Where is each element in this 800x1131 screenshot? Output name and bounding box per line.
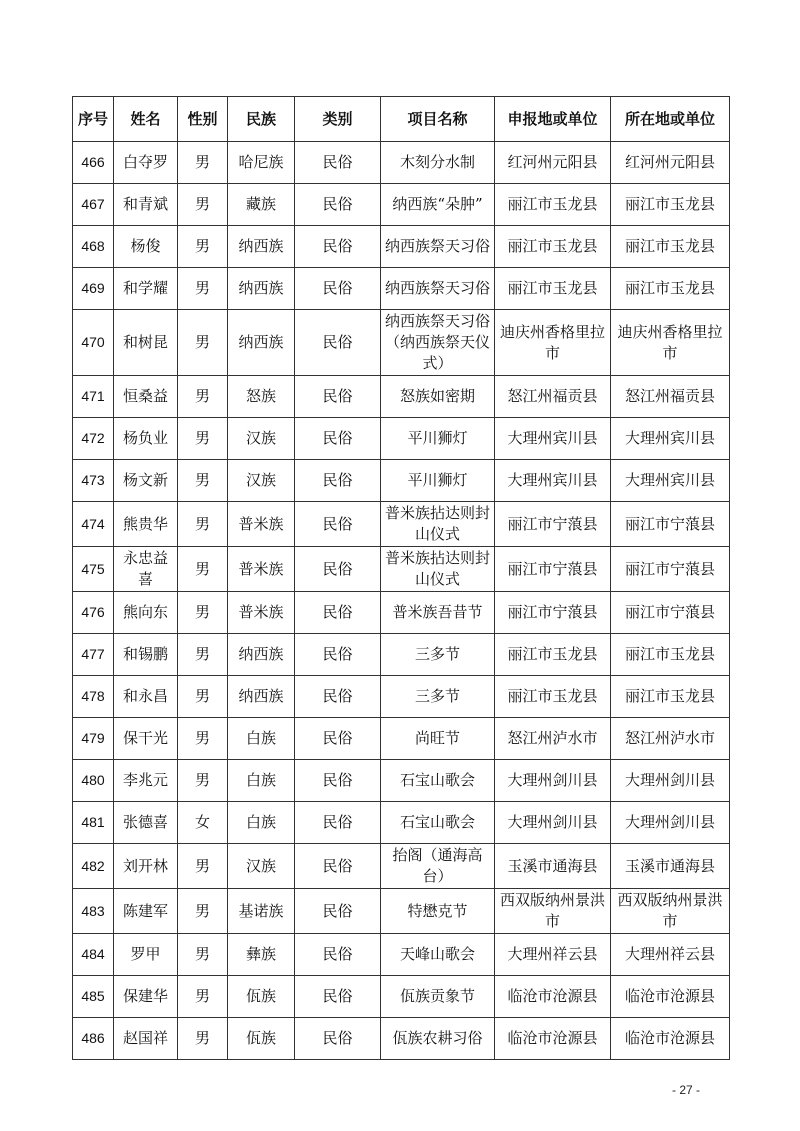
- location-unit-cell: 丽江市玉龙县: [611, 226, 730, 268]
- row-number-cell: 475: [73, 547, 114, 592]
- name-cell: 刘开林: [114, 844, 178, 889]
- project-name-cell: 特懋克节: [381, 889, 495, 934]
- project-name-cell: 普米族拈达则封山仪式: [381, 547, 495, 592]
- gender-cell: 男: [178, 760, 228, 802]
- declaring-unit-cell: 大理州宾川县: [495, 418, 611, 460]
- project-name-cell: 普米族吾昔节: [381, 592, 495, 634]
- location-unit-cell: 丽江市宁蒗县: [611, 502, 730, 547]
- category-cell: 民俗: [295, 976, 381, 1018]
- project-name-cell: 纳西族祭天习俗: [381, 268, 495, 310]
- name-cell: 罗甲: [114, 934, 178, 976]
- table-row: [73, 844, 730, 889]
- name-cell: 熊贵华: [114, 502, 178, 547]
- row-number-cell: 471: [73, 376, 114, 418]
- declaring-unit-cell: 玉溪市通海县: [495, 844, 611, 889]
- declaring-unit-cell: 临沧市沧源县: [495, 976, 611, 1018]
- header-cell: 所在地或单位: [611, 97, 730, 142]
- table-row: [73, 718, 730, 760]
- table-row: [73, 502, 730, 547]
- row-number-cell: 480: [73, 760, 114, 802]
- location-unit-cell: 大理州宾川县: [611, 460, 730, 502]
- category-cell: 民俗: [295, 1018, 381, 1060]
- project-name-cell: 平川狮灯: [381, 460, 495, 502]
- table-row: [73, 976, 730, 1018]
- location-unit-cell: 丽江市宁蒗县: [611, 547, 730, 592]
- declaring-unit-cell: 丽江市玉龙县: [495, 268, 611, 310]
- gender-cell: 男: [178, 418, 228, 460]
- name-cell: 陈建军: [114, 889, 178, 934]
- gender-cell: 男: [178, 718, 228, 760]
- ethnicity-cell: 彝族: [228, 934, 295, 976]
- name-cell: 恒桑益: [114, 376, 178, 418]
- name-cell: 和锡鹏: [114, 634, 178, 676]
- row-number-cell: 485: [73, 976, 114, 1018]
- declaring-unit-cell: 大理州祥云县: [495, 934, 611, 976]
- declaring-unit-cell: 迪庆州香格里拉市: [495, 310, 611, 376]
- location-unit-cell: 临沧市沧源县: [611, 976, 730, 1018]
- row-number-cell: 472: [73, 418, 114, 460]
- gender-cell: 男: [178, 142, 228, 184]
- header-row: [73, 97, 730, 142]
- row-number-cell: 483: [73, 889, 114, 934]
- name-cell: 保建华: [114, 976, 178, 1018]
- name-cell: 和永昌: [114, 676, 178, 718]
- declaring-unit-cell: 红河州元阳县: [495, 142, 611, 184]
- gender-cell: 男: [178, 268, 228, 310]
- row-number-cell: 484: [73, 934, 114, 976]
- header-cell: 类别: [295, 97, 381, 142]
- category-cell: 民俗: [295, 844, 381, 889]
- table-row: [73, 592, 730, 634]
- location-unit-cell: 丽江市玉龙县: [611, 634, 730, 676]
- page-number: - 27 -: [671, 1083, 700, 1097]
- ethnicity-cell: 哈尼族: [228, 142, 295, 184]
- gender-cell: 男: [178, 976, 228, 1018]
- table-row: [73, 760, 730, 802]
- category-cell: 民俗: [295, 226, 381, 268]
- category-cell: 民俗: [295, 634, 381, 676]
- table-row: [73, 310, 730, 376]
- gender-cell: 女: [178, 802, 228, 844]
- gender-cell: 男: [178, 592, 228, 634]
- ethnicity-cell: 纳西族: [228, 310, 295, 376]
- gender-cell: 男: [178, 502, 228, 547]
- gender-cell: 男: [178, 634, 228, 676]
- declaring-unit-cell: 怒江州福贡县: [495, 376, 611, 418]
- row-number-cell: 477: [73, 634, 114, 676]
- project-name-cell: 尚旺节: [381, 718, 495, 760]
- gender-cell: 男: [178, 310, 228, 376]
- category-cell: 民俗: [295, 268, 381, 310]
- declaring-unit-cell: 西双版纳州景洪市: [495, 889, 611, 934]
- location-unit-cell: 大理州剑川县: [611, 760, 730, 802]
- project-name-cell: 三多节: [381, 634, 495, 676]
- table-row: [73, 889, 730, 934]
- project-name-cell: 石宝山歌会: [381, 760, 495, 802]
- category-cell: 民俗: [295, 889, 381, 934]
- project-name-cell: 佤族贡象节: [381, 976, 495, 1018]
- ethnicity-cell: 汉族: [228, 460, 295, 502]
- declaring-unit-cell: 大理州剑川县: [495, 760, 611, 802]
- ethnicity-cell: 普米族: [228, 502, 295, 547]
- project-name-cell: 石宝山歌会: [381, 802, 495, 844]
- gender-cell: 男: [178, 184, 228, 226]
- project-name-cell: 怒族如密期: [381, 376, 495, 418]
- ethnicity-cell: 基诺族: [228, 889, 295, 934]
- project-name-cell: 天峰山歌会: [381, 934, 495, 976]
- row-number-cell: 467: [73, 184, 114, 226]
- location-unit-cell: 怒江州泸水市: [611, 718, 730, 760]
- table-row: [73, 676, 730, 718]
- ethnicity-cell: 白族: [228, 802, 295, 844]
- category-cell: 民俗: [295, 310, 381, 376]
- project-name-cell: 纳西族“朵肿”: [381, 184, 495, 226]
- category-cell: 民俗: [295, 592, 381, 634]
- table-row: [73, 460, 730, 502]
- location-unit-cell: 玉溪市通海县: [611, 844, 730, 889]
- table-row: [73, 142, 730, 184]
- ethnicity-cell: 纳西族: [228, 676, 295, 718]
- gender-cell: 男: [178, 1018, 228, 1060]
- project-name-cell: 普米族拈达则封山仪式: [381, 502, 495, 547]
- ethnicity-cell: 佤族: [228, 1018, 295, 1060]
- table-row: [73, 1018, 730, 1060]
- gender-cell: 男: [178, 547, 228, 592]
- row-number-cell: 469: [73, 268, 114, 310]
- project-name-cell: 抬阁（通海高台）: [381, 844, 495, 889]
- declaring-unit-cell: 大理州剑川县: [495, 802, 611, 844]
- location-unit-cell: 西双版纳州景洪市: [611, 889, 730, 934]
- name-cell: 张德喜: [114, 802, 178, 844]
- row-number-cell: 468: [73, 226, 114, 268]
- category-cell: 民俗: [295, 376, 381, 418]
- table-row: [73, 418, 730, 460]
- name-cell: 熊向东: [114, 592, 178, 634]
- row-number-cell: 481: [73, 802, 114, 844]
- location-unit-cell: 丽江市玉龙县: [611, 184, 730, 226]
- category-cell: 民俗: [295, 460, 381, 502]
- name-cell: 和学耀: [114, 268, 178, 310]
- name-cell: 赵国祥: [114, 1018, 178, 1060]
- location-unit-cell: 怒江州福贡县: [611, 376, 730, 418]
- row-number-cell: 478: [73, 676, 114, 718]
- name-cell: 永忠益喜: [114, 547, 178, 592]
- gender-cell: 男: [178, 934, 228, 976]
- name-cell: 和树昆: [114, 310, 178, 376]
- header-cell: 申报地或单位: [495, 97, 611, 142]
- name-cell: 白夺罗: [114, 142, 178, 184]
- table-row: [73, 934, 730, 976]
- category-cell: 民俗: [295, 718, 381, 760]
- ethnicity-cell: 佤族: [228, 976, 295, 1018]
- location-unit-cell: 大理州宾川县: [611, 418, 730, 460]
- location-unit-cell: 丽江市玉龙县: [611, 676, 730, 718]
- location-unit-cell: 大理州祥云县: [611, 934, 730, 976]
- ethnicity-cell: 白族: [228, 760, 295, 802]
- category-cell: 民俗: [295, 934, 381, 976]
- category-cell: 民俗: [295, 676, 381, 718]
- table-row: [73, 634, 730, 676]
- ethnicity-cell: 纳西族: [228, 634, 295, 676]
- declaring-unit-cell: 丽江市玉龙县: [495, 634, 611, 676]
- category-cell: 民俗: [295, 760, 381, 802]
- row-number-cell: 479: [73, 718, 114, 760]
- ethnicity-cell: 汉族: [228, 418, 295, 460]
- project-name-cell: 木刻分水制: [381, 142, 495, 184]
- category-cell: 民俗: [295, 547, 381, 592]
- project-name-cell: 纳西族祭天习俗: [381, 226, 495, 268]
- header-cell: 序号: [73, 97, 114, 142]
- header-cell: 姓名: [114, 97, 178, 142]
- name-cell: 杨文新: [114, 460, 178, 502]
- location-unit-cell: 临沧市沧源县: [611, 1018, 730, 1060]
- ethnicity-cell: 纳西族: [228, 268, 295, 310]
- ethnicity-cell: 怒族: [228, 376, 295, 418]
- location-unit-cell: 迪庆州香格里拉市: [611, 310, 730, 376]
- row-number-cell: 486: [73, 1018, 114, 1060]
- name-cell: 李兆元: [114, 760, 178, 802]
- category-cell: 民俗: [295, 502, 381, 547]
- project-name-cell: 平川狮灯: [381, 418, 495, 460]
- name-cell: 杨负业: [114, 418, 178, 460]
- table-row: [73, 802, 730, 844]
- table-row: [73, 376, 730, 418]
- declaring-unit-cell: 丽江市玉龙县: [495, 676, 611, 718]
- category-cell: 民俗: [295, 142, 381, 184]
- gender-cell: 男: [178, 460, 228, 502]
- category-cell: 民俗: [295, 418, 381, 460]
- gender-cell: 男: [178, 844, 228, 889]
- declaring-unit-cell: 丽江市宁蒗县: [495, 547, 611, 592]
- name-cell: 和青斌: [114, 184, 178, 226]
- header-cell: 性别: [178, 97, 228, 142]
- location-unit-cell: 红河州元阳县: [611, 142, 730, 184]
- ethnicity-cell: 藏族: [228, 184, 295, 226]
- header-cell: 项目名称: [381, 97, 495, 142]
- project-name-cell: 纳西族祭天习俗（纳西族祭天仪式）: [381, 310, 495, 376]
- location-unit-cell: 丽江市玉龙县: [611, 268, 730, 310]
- ethnicity-cell: 普米族: [228, 592, 295, 634]
- inheritor-table: [72, 96, 730, 1060]
- row-number-cell: 476: [73, 592, 114, 634]
- category-cell: 民俗: [295, 184, 381, 226]
- declaring-unit-cell: 丽江市宁蒗县: [495, 592, 611, 634]
- location-unit-cell: 大理州剑川县: [611, 802, 730, 844]
- ethnicity-cell: 纳西族: [228, 226, 295, 268]
- ethnicity-cell: 白族: [228, 718, 295, 760]
- name-cell: 保干光: [114, 718, 178, 760]
- table-row: [73, 226, 730, 268]
- declaring-unit-cell: 丽江市玉龙县: [495, 226, 611, 268]
- declaring-unit-cell: 丽江市玉龙县: [495, 184, 611, 226]
- location-unit-cell: 丽江市宁蒗县: [611, 592, 730, 634]
- declaring-unit-cell: 大理州宾川县: [495, 460, 611, 502]
- project-name-cell: 佤族农耕习俗: [381, 1018, 495, 1060]
- header-cell: 民族: [228, 97, 295, 142]
- gender-cell: 男: [178, 889, 228, 934]
- ethnicity-cell: 普米族: [228, 547, 295, 592]
- declaring-unit-cell: 怒江州泸水市: [495, 718, 611, 760]
- name-cell: 杨俊: [114, 226, 178, 268]
- project-name-cell: 三多节: [381, 676, 495, 718]
- table-body: [73, 142, 730, 1060]
- category-cell: 民俗: [295, 802, 381, 844]
- table-row: [73, 547, 730, 592]
- declaring-unit-cell: 临沧市沧源县: [495, 1018, 611, 1060]
- row-number-cell: 466: [73, 142, 114, 184]
- row-number-cell: 474: [73, 502, 114, 547]
- row-number-cell: 482: [73, 844, 114, 889]
- row-number-cell: 470: [73, 310, 114, 376]
- table-row: [73, 184, 730, 226]
- gender-cell: 男: [178, 226, 228, 268]
- row-number-cell: 473: [73, 460, 114, 502]
- gender-cell: 男: [178, 676, 228, 718]
- table-row: [73, 268, 730, 310]
- gender-cell: 男: [178, 376, 228, 418]
- ethnicity-cell: 汉族: [228, 844, 295, 889]
- declaring-unit-cell: 丽江市宁蒗县: [495, 502, 611, 547]
